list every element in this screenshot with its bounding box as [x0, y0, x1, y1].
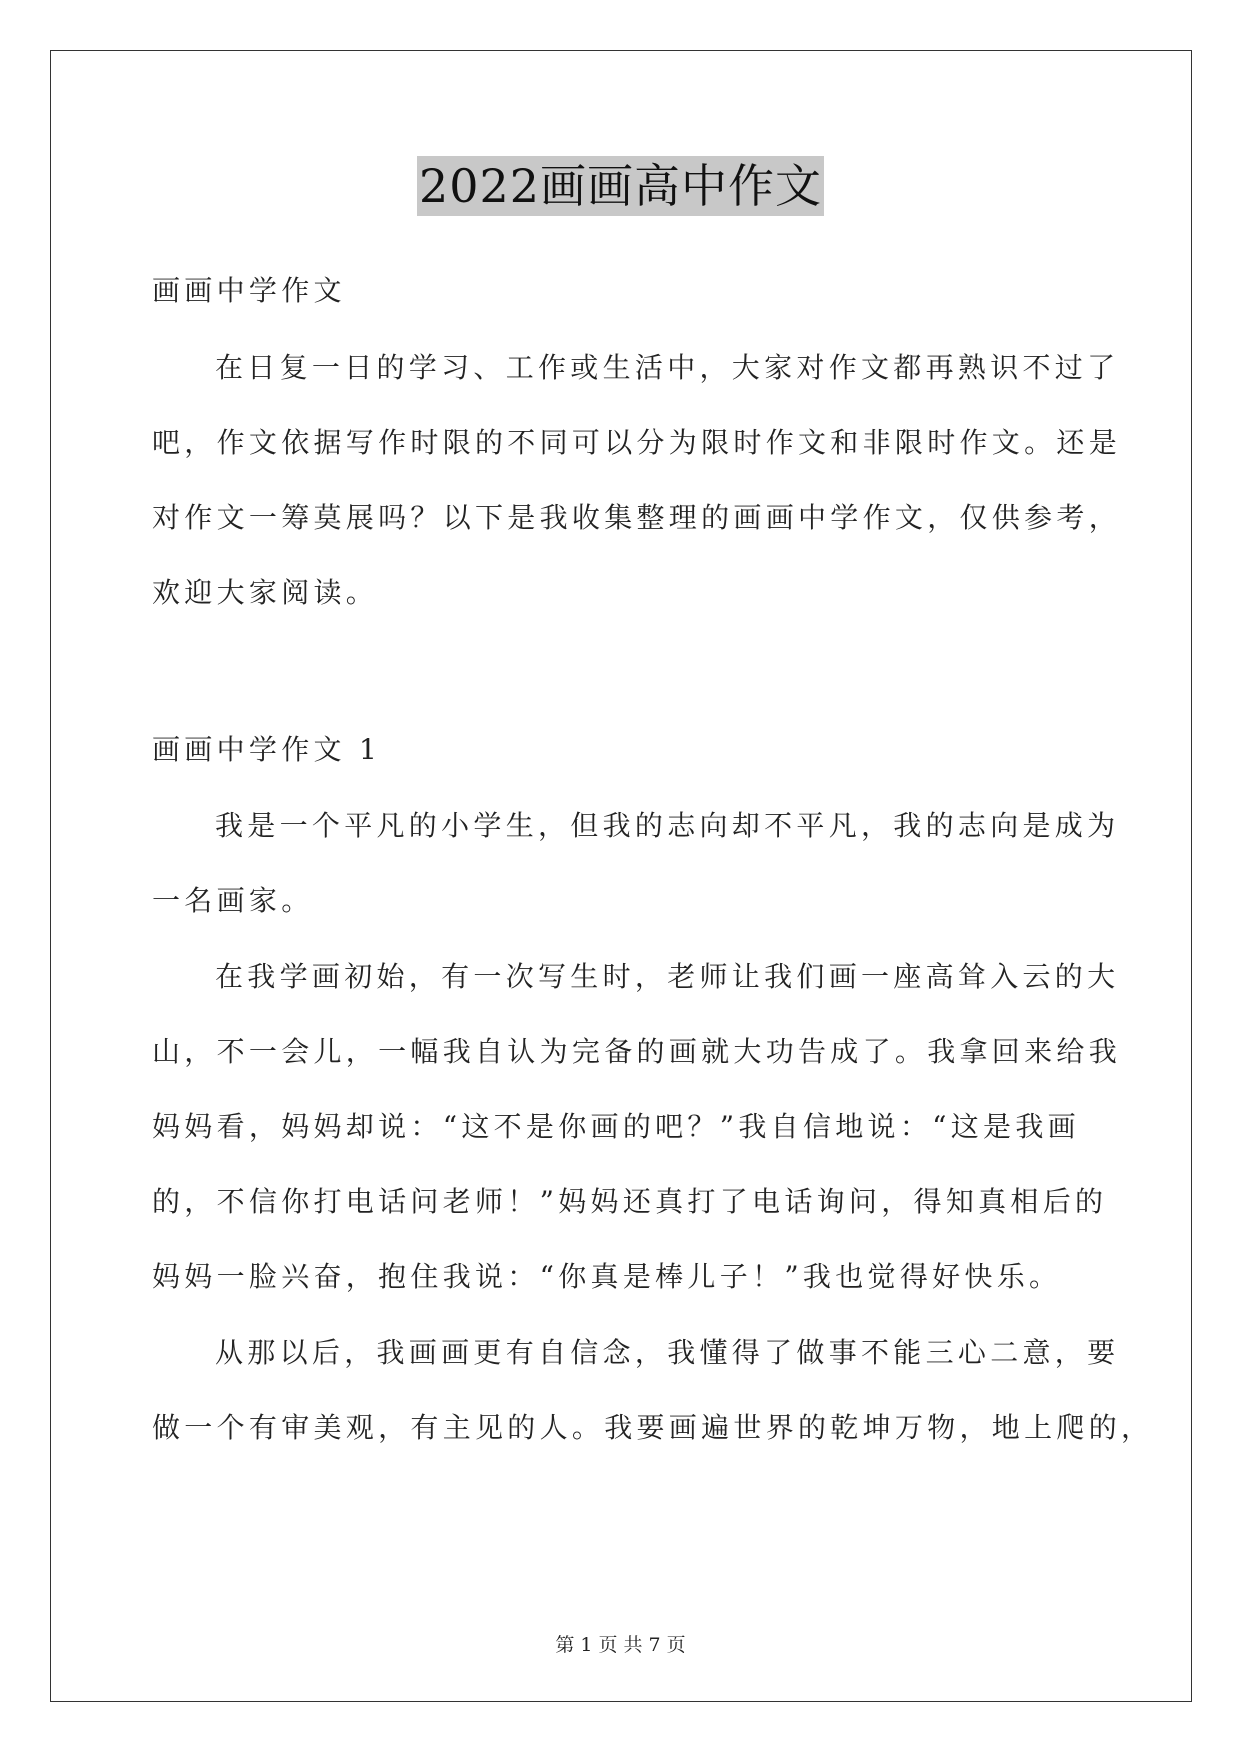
paragraph-line: 对作文一筹莫展吗？以下是我收集整理的画画中学作文，仅供参考， — [152, 501, 1122, 534]
paragraph-line: 妈妈一脸兴奋，抱住我说：“你真是棒儿子！”我也觉得好快乐。 — [152, 1260, 1062, 1293]
paragraph-line: 欢迎大家阅读。 — [152, 576, 379, 609]
document-title: 2022画画高中作文 — [417, 156, 824, 216]
paragraph-line: 山，不一会儿，一幅我自认为完备的画就大功告成了。我拿回来给我 — [152, 1035, 1122, 1068]
paragraph-line: 做一个有审美观，有主见的人。我要画遍世界的乾坤万物，地上爬的， — [152, 1411, 1154, 1444]
paragraph-line: 的，不信你打电话问老师！”妈妈还真打了电话询问，得知真相后的 — [152, 1185, 1108, 1218]
paragraph-line: 在日复一日的学习、工作或生活中，大家对作文都再熟识不过了 — [215, 351, 1120, 384]
paragraph-line: 一名画家。 — [152, 884, 314, 917]
paragraph-line: 我是一个平凡的小学生，但我的志向却不平凡，我的志向是成为 — [215, 809, 1120, 842]
section-heading: 画画中学作文 1 — [152, 733, 382, 766]
page-number: 第 1 页 共 7 页 — [555, 1634, 686, 1656]
subtitle: 画画中学作文 — [152, 274, 346, 307]
paragraph-line: 妈妈看，妈妈却说：“这不是你画的吧？”我自信地说：“这是我画 — [152, 1110, 1080, 1143]
title-container — [0, 156, 1241, 216]
paragraph-line: 吧，作文依据写作时限的不同可以分为限时作文和非限时作文。还是 — [152, 426, 1122, 459]
paragraph-line: 在我学画初始，有一次写生时，老师让我们画一座高耸入云的大 — [215, 960, 1120, 993]
paragraph-line: 从那以后，我画画更有自信念，我懂得了做事不能三心二意，要 — [215, 1336, 1120, 1369]
